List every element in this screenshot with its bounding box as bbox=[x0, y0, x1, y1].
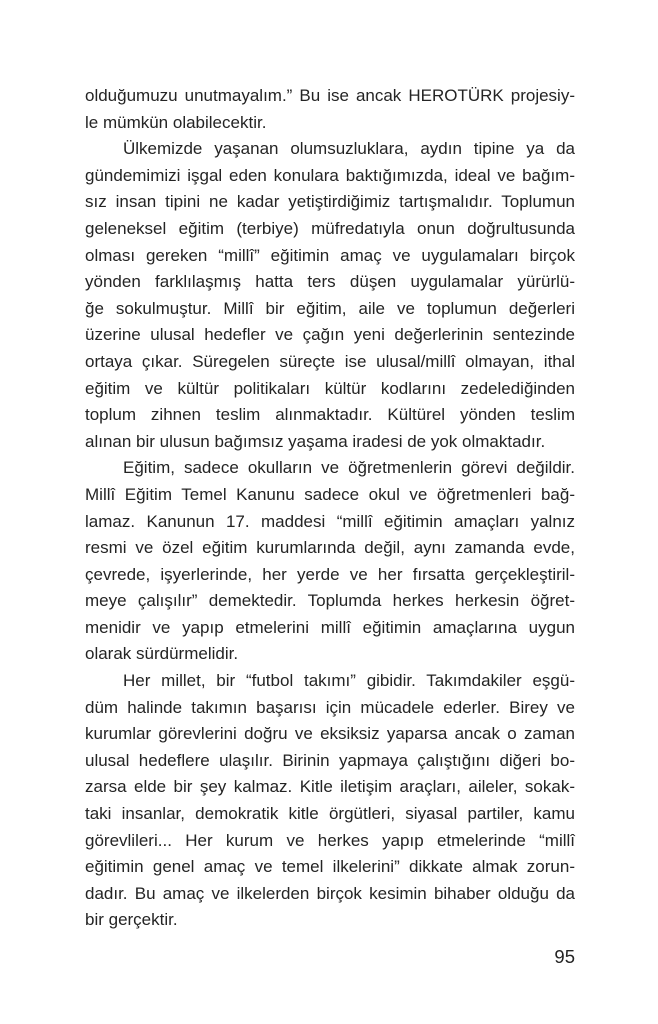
text-line: geleneksel eğitim (terbiye) müfredatıyla onun doğrultusunda bbox=[85, 218, 575, 238]
text-line: görevlileri... Her kurum ve herkes yapıp etmelerinde “millî bbox=[85, 830, 575, 850]
paragraph bbox=[85, 83, 575, 136]
text-line: yönden farklılaşmış hatta ters düşen uygulamalar yürürlü- bbox=[85, 272, 575, 292]
text-line: Her millet, bir “futbol takımı” gibidir. Takımdakiler eşgü- bbox=[123, 671, 575, 691]
text-line: eğitimin genel amaç ve temel ilkelerini” dikkate almak zorun- bbox=[85, 857, 575, 877]
page-number: 95 bbox=[554, 946, 575, 967]
text-line: bir gerçektir. bbox=[85, 910, 178, 930]
text-line: olarak sürdürmelidir. bbox=[85, 644, 239, 664]
text-line: gündemimizi işgal eden konulara baktığımızda, ideal ve bağım- bbox=[85, 165, 575, 185]
text-line: ortaya çıkar. Süregelen süreçte ise ulusal/millî olmayan, ithal bbox=[85, 351, 575, 371]
text-line: kurumlar görevlerini doğru ve eksiksiz yaparsa ancak o zaman bbox=[85, 724, 575, 744]
text-line: alınan bir ulusun bağımsız yaşama iradesi de yok olmaktadır. bbox=[85, 431, 546, 451]
text-line: sız insan tipini ne kadar yetiştirdiğimiz tartışmalıdır. Toplumun bbox=[85, 192, 575, 212]
text-line: düm halinde takımın başarısı için mücadele ederler. Birey ve bbox=[85, 697, 575, 717]
text-line: dadır. Bu amaç ve ilkelerden birçok kesimin bihaber olduğu da bbox=[85, 883, 575, 903]
text-line: ğe sokulmuştur. Millî bir eğitim, aile ve toplumun değerleri bbox=[85, 298, 575, 318]
text-line: Millî Eğitim Temel Kanunu sadece okul ve öğretmenleri bağ- bbox=[85, 484, 575, 504]
text-line: eğitim ve kültür politikaları kültür kodlarını zedelediğinden bbox=[85, 378, 575, 398]
text-line: Ülkemizde yaşanan olumsuzluklara, aydın tipine ya da bbox=[123, 139, 575, 159]
text-line: Eğitim, sadece okulların ve öğretmenlerin görevi değildir. bbox=[123, 458, 575, 478]
text-line: üzerine ulusal hedefler ve çağın yeni değerlerinin sentezinde bbox=[85, 325, 575, 345]
text-line: olduğumuzu unutmayalım.” Bu ise ancak HEROTÜRK projesiy- bbox=[85, 86, 575, 105]
paragraph bbox=[85, 455, 575, 668]
paragraph bbox=[85, 668, 575, 934]
paragraph bbox=[85, 136, 575, 455]
text-line: çevrede, işyerlerinde, her yerde ve her fırsatta gerçekleştiril- bbox=[85, 564, 575, 584]
text-line: zarsa elde bir şey kalmaz. Kitle iletişim araçları, aileler, sokak- bbox=[85, 777, 575, 797]
text-body bbox=[85, 83, 575, 934]
text-line: le mümkün olabilecektir. bbox=[85, 112, 267, 132]
text-line: lamaz. Kanunun 17. maddesi “millî eğitimin amaçları yalnız bbox=[85, 511, 575, 531]
text-line: menidir ve yapıp etmelerini millî eğitimin amaçlarına uygun bbox=[85, 617, 575, 637]
text-line: toplum zihnen teslim alınmaktadır. Kültürel yönden teslim bbox=[85, 405, 575, 425]
text-line: taki insanlar, demokratik kitle örgütleri, siyasal partiler, kamu bbox=[85, 804, 575, 824]
text-line: meye çalışılır” demektedir. Toplumda herkes herkesin öğret- bbox=[85, 591, 575, 611]
text-line: ulusal hedeflere ulaşılır. Birinin yapmaya çalıştığını diğeri bo- bbox=[85, 750, 575, 770]
text-line: resmi ve özel eğitim kurumlarında değil, aynı zamanda evde, bbox=[85, 538, 575, 558]
text-line: olması gereken “millî” eğitimin amaç ve uygulamaları birçok bbox=[85, 245, 575, 265]
